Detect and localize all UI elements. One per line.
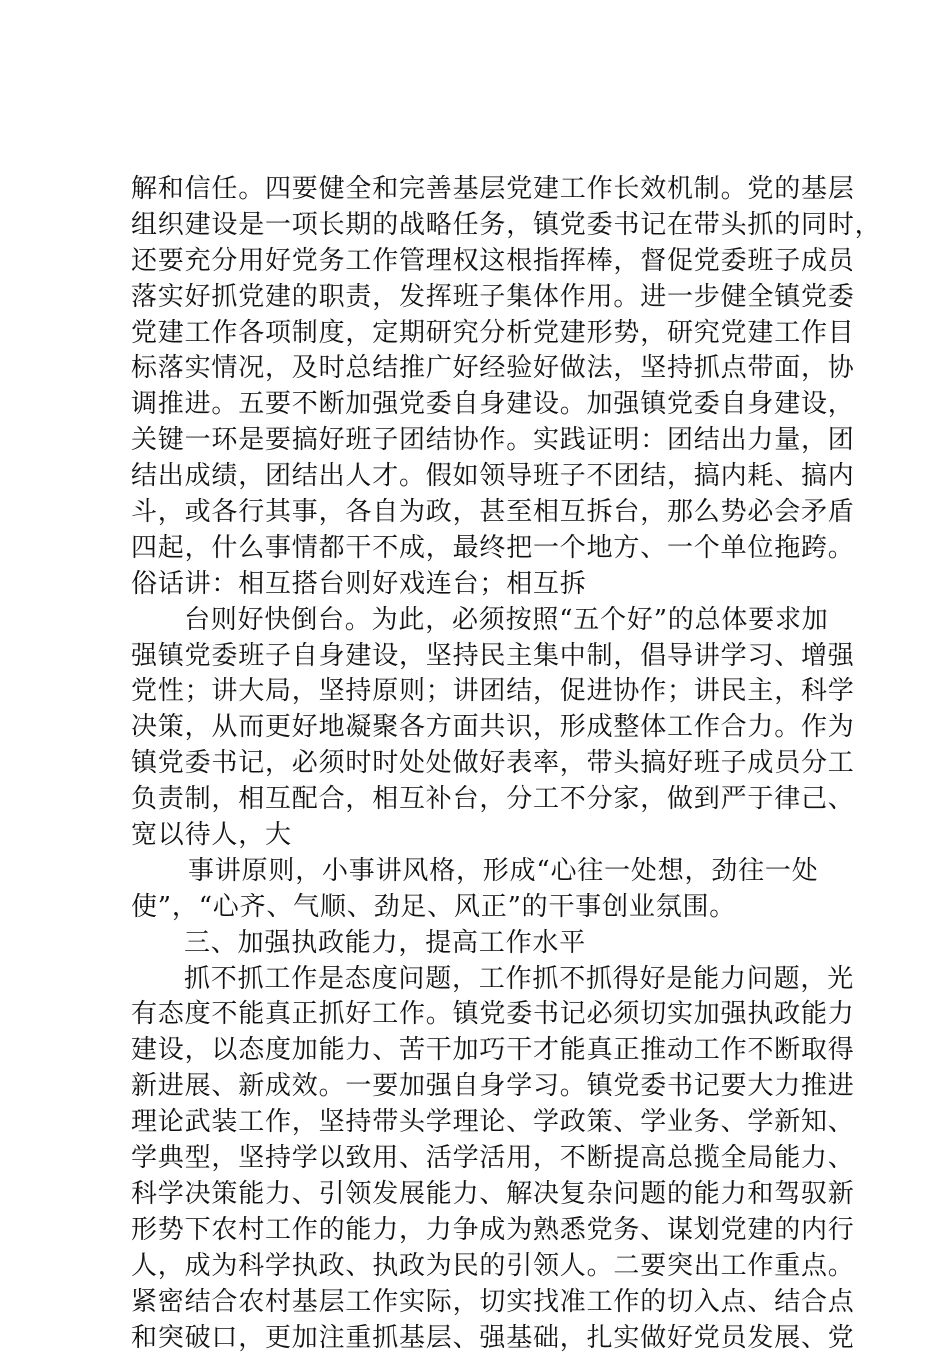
text-line: 党建工作各项制度，定期研究分析党建形势，研究党建工作目 — [131, 316, 831, 352]
text-line: 人，成为科学执政、执政为民的引领人。二要突出工作重点。 — [131, 1249, 831, 1285]
text-line: 紧密结合农村基层工作实际，切实找准工作的切入点、结合点 — [131, 1285, 831, 1321]
text-line: 科学决策能力、引领发展能力、解决复杂问题的能力和驾驭新 — [131, 1177, 831, 1213]
text-line: 四起，什么事情都干不成，最终把一个地方、一个单位拖跨。 — [131, 531, 831, 567]
text-line: 镇党委书记，必须时时处处做好表率，带头搞好班子成员分工 — [131, 746, 831, 782]
paragraph-first-line: 台则好快倒台。为此，必须按照“五个好”的总体要求加 — [131, 603, 831, 639]
text-line: 落实好抓党建的职责，发挥班子集体作用。进一步健全镇党委 — [131, 280, 831, 316]
text-line: 形势下农村工作的能力，力争成为熟悉党务、谋划党建的内行 — [131, 1213, 831, 1249]
paragraph-first-line: 抓不抓工作是态度问题，工作抓不抓得好是能力问题，光 — [131, 962, 831, 998]
text-line: 结出成绩，团结出人才。假如领导班子不团结，搞内耗、搞内 — [131, 459, 831, 495]
paragraph-first-line: 事讲原则，小事讲风格，形成“心往一处想，劲往一处 — [131, 854, 831, 890]
text-line: 新进展、新成效。一要加强自身学习。镇党委书记要大力推进 — [131, 1069, 831, 1105]
text-line: 斗，或各行其事，各自为政，甚至相互拆台，那么势必会矛盾 — [131, 495, 831, 531]
text-line: 建设，以态度加能力、苦干加巧干才能真正推动工作不断取得 — [131, 1033, 831, 1069]
text-line: 使”，“心齐、气顺、劲足、风正”的干事创业氛围。 — [131, 890, 831, 926]
text-line: 和突破口，更加注重抓基层、强基础，扎实做好党员发展、党 — [131, 1321, 831, 1356]
document-body — [131, 172, 831, 1356]
text-line: 理论武装工作，坚持带头学理论、学政策、学业务、学新知、 — [131, 1105, 831, 1141]
text-line: 宽以待人，大 — [131, 818, 831, 854]
text-line: 学典型，坚持学以致用、活学活用，不断提高总揽全局能力、 — [131, 1141, 831, 1177]
text-line: 标落实情况，及时总结推广好经验好做法，坚持抓点带面，协 — [131, 351, 831, 387]
text-line: 党性；讲大局，坚持原则；讲团结，促进协作；讲民主，科学 — [131, 674, 831, 710]
text-line: 强镇党委班子自身建设，坚持民主集中制，倡导讲学习、增强 — [131, 639, 831, 675]
text-line: 解和信任。四要健全和完善基层党建工作长效机制。党的基层 — [131, 172, 831, 208]
text-line: 组织建设是一项长期的战略任务，镇党委书记在带头抓的同时， — [131, 208, 831, 244]
text-line: 俗话讲：相互搭台则好戏连台；相互拆 — [131, 567, 831, 603]
text-line: 负责制，相互配合，相互补台，分工不分家，做到严于律己、 — [131, 782, 831, 818]
text-line: 调推进。五要不断加强党委自身建设。加强镇党委自身建设， — [131, 387, 831, 423]
text-line: 关键一环是要搞好班子团结协作。实践证明：团结出力量，团 — [131, 423, 831, 459]
text-line: 还要充分用好党务工作管理权这根指挥棒，督促党委班子成员 — [131, 244, 831, 280]
section-heading: 三、加强执政能力，提高工作水平 — [131, 926, 831, 962]
text-line: 决策，从而更好地凝聚各方面共识，形成整体工作合力。作为 — [131, 710, 831, 746]
text-line: 有态度不能真正抓好工作。镇党委书记必须切实加强执政能力 — [131, 997, 831, 1033]
